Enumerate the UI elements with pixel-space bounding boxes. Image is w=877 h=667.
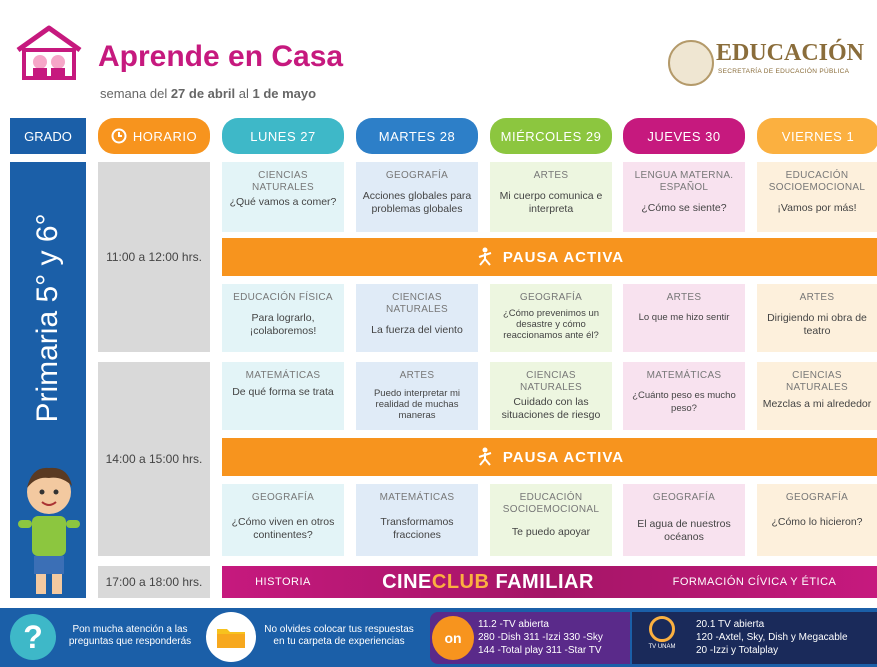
tip-folder: No olvides colocar tus respuestas en tu carpeta de experiencias	[264, 624, 414, 647]
class-cell	[222, 162, 344, 232]
subject-label: GEOGRAFÍA	[385, 170, 449, 181]
channel-line: 280 -Dish 311 -Izzi 330 -Sky	[478, 632, 603, 643]
class-cell	[623, 162, 745, 232]
once-logo-icon: on	[432, 616, 474, 660]
subject-label: GEOGRAFÍA	[652, 492, 716, 503]
seal-icon	[668, 40, 714, 86]
topic-label: Acciones globales para problemas globales	[362, 190, 472, 215]
week-subtitle	[100, 86, 316, 101]
subject-label: EDUCACIÓN SOCIOEMOCIONAL	[502, 492, 600, 515]
subject-label: CIENCIAS NATURALES	[520, 370, 582, 393]
subject-label: ARTES	[533, 170, 569, 181]
subject-label: MATEMÁTICAS	[379, 492, 455, 503]
topic-label: ¿Cómo lo hicieron?	[771, 516, 863, 528]
subject-label: MATEMÁTICAS	[245, 370, 321, 381]
time-slot-evening: 17:00 a 18:00 hrs.	[98, 566, 210, 598]
pausa-label: PAUSA ACTIVA	[502, 248, 625, 266]
class-cell	[757, 362, 877, 430]
topic-label: Cuidado con las situaciones de riesgo	[501, 396, 601, 421]
running-person-icon	[475, 247, 495, 267]
topic-label: Para lograrlo, ¡colaboremos!	[249, 312, 317, 337]
class-cell	[623, 284, 745, 352]
question-mark-icon: ?	[10, 614, 56, 660]
class-cell	[356, 162, 478, 232]
subject-label: GEOGRAFÍA	[785, 492, 849, 503]
topic-label: ¿Cuánto peso es mucho peso?	[632, 390, 736, 414]
day-header-monday: LUNES 27	[222, 118, 344, 154]
topic-label: ¿Cómo prevenimos un desastre y cómo reaccionamos ante él?	[502, 308, 600, 341]
clock-icon	[111, 128, 127, 144]
channel-line: 144 -Total play 311 -Star TV	[478, 645, 602, 656]
education-logo-subtext: SECRETARÍA DE EDUCACIÓN PÚBLICA	[718, 68, 850, 75]
tv-unam-logo-icon	[642, 616, 682, 660]
cineclub-part-cine: CINE	[382, 570, 432, 593]
subject-label: ARTES	[666, 292, 702, 303]
topic-label: El agua de nuestros océanos	[637, 518, 731, 543]
cineclub-part-club: CLUB	[431, 570, 490, 593]
topic-label: ¿Cómo viven en otros continentes?	[231, 516, 335, 541]
subject-label: ARTES	[799, 292, 835, 303]
running-person-icon	[475, 447, 495, 467]
topic-label: ¿Cómo se siente?	[641, 202, 727, 214]
tv-unam-sun-icon	[649, 616, 675, 642]
class-cell	[222, 484, 344, 556]
subject-label: GEOGRAFÍA	[519, 292, 583, 303]
class-cell	[490, 162, 612, 232]
channels-list-2	[696, 618, 848, 657]
education-logo-text: EDUCACIÓN	[716, 40, 865, 66]
day-header-tuesday: MARTES 28	[356, 118, 478, 154]
subject-label: CIENCIAS NATURALES	[386, 292, 448, 315]
topic-label: Dirigiendo mi obra de teatro	[767, 312, 867, 337]
folder-icon	[206, 612, 256, 662]
class-cell	[757, 162, 877, 232]
topic-label: Transformamos fracciones	[380, 516, 454, 541]
class-cell	[623, 362, 745, 430]
class-cell	[356, 284, 478, 352]
pausa-activa-banner	[222, 438, 877, 476]
subject-label: EDUCACIÓN SOCIOEMOCIONAL	[768, 170, 866, 193]
subject-label: MATEMÁTICAS	[646, 370, 722, 381]
subject-label: LENGUA MATERNA. ESPAÑOL	[634, 170, 734, 193]
grado-header: GRADO	[10, 118, 86, 154]
horario-label: HORARIO	[132, 128, 198, 144]
topic-label: Mezclas a mi alrededor	[762, 398, 872, 410]
topic-label: ¿Qué vamos a comer?	[229, 196, 337, 208]
class-cell	[623, 484, 745, 556]
class-cell	[757, 484, 877, 556]
channel-line: 120 -Axtel, Sky, Dish y Megacable	[696, 632, 848, 643]
subject-label: ARTES	[399, 370, 435, 381]
topic-label: Puedo interpretar mi realidad de muchas maneras	[373, 388, 461, 421]
historia-label: HISTORIA	[255, 576, 311, 588]
class-cell	[222, 284, 344, 352]
class-cell	[222, 362, 344, 430]
topic-label: Lo que me hizo sentir	[638, 312, 730, 323]
cineclub-title	[344, 571, 632, 594]
day-header-thursday: JUEVES 30	[623, 118, 745, 154]
channel-line: 20 -Izzi y Totalplay	[696, 645, 779, 656]
class-cell	[356, 362, 478, 430]
boy-character-icon	[12, 460, 86, 600]
class-cell	[356, 484, 478, 556]
topic-label: La fuerza del viento	[371, 324, 463, 336]
tv-unam-label: TV UNAM	[648, 644, 676, 650]
evening-band	[222, 566, 877, 598]
cineclub-part-familiar: FAMILIAR	[489, 570, 594, 593]
topic-label: Mi cuerpo comunica e interpreta	[499, 190, 603, 215]
tip-attention: Pon mucha atención a las preguntas que responderás	[68, 624, 192, 647]
topic-label: Te puedo apoyar	[511, 526, 591, 538]
pausa-label: PAUSA ACTIVA	[502, 448, 625, 466]
day-header-friday: VIERNES 1	[757, 118, 877, 154]
page-title: Aprende en Casa	[98, 40, 344, 73]
subtitle-prefix: semana del	[100, 86, 171, 101]
house-logo-icon	[14, 24, 84, 80]
class-cell	[757, 284, 877, 352]
grade-label: Primaria 5° y 6°	[31, 213, 64, 423]
day-header-wednesday: MIÉRCOLES 29	[490, 118, 612, 154]
channels-list-1	[478, 618, 603, 657]
channel-line: 20.1 TV abierta	[696, 619, 765, 630]
channel-line: 11.2 -TV abierta	[478, 619, 549, 630]
time-slot-afternoon: 14:00 a 15:00 hrs.	[98, 362, 210, 556]
subtitle-start-date: 27 de abril	[170, 86, 236, 101]
class-cell	[490, 484, 612, 556]
subject-label: GEOGRAFÍA	[251, 492, 315, 503]
civica-label: FORMACIÓN CÍVICA Y ÉTICA	[672, 576, 837, 588]
class-cell	[490, 362, 612, 430]
subtitle-end-date: 1 de mayo	[252, 86, 317, 101]
topic-label: ¡Vamos por más!	[777, 202, 857, 214]
subtitle-mid: al	[235, 86, 253, 101]
subject-label: EDUCACIÓN FÍSICA	[233, 292, 333, 303]
subject-label: CIENCIAS NATURALES	[786, 370, 848, 393]
time-slot-morning: 11:00 a 12:00 hrs.	[98, 162, 210, 352]
horario-header	[98, 118, 210, 154]
class-cell	[490, 284, 612, 352]
subject-label: CIENCIAS NATURALES	[252, 170, 314, 193]
topic-label: De qué forma se trata	[232, 386, 334, 398]
pausa-activa-banner	[222, 238, 877, 276]
